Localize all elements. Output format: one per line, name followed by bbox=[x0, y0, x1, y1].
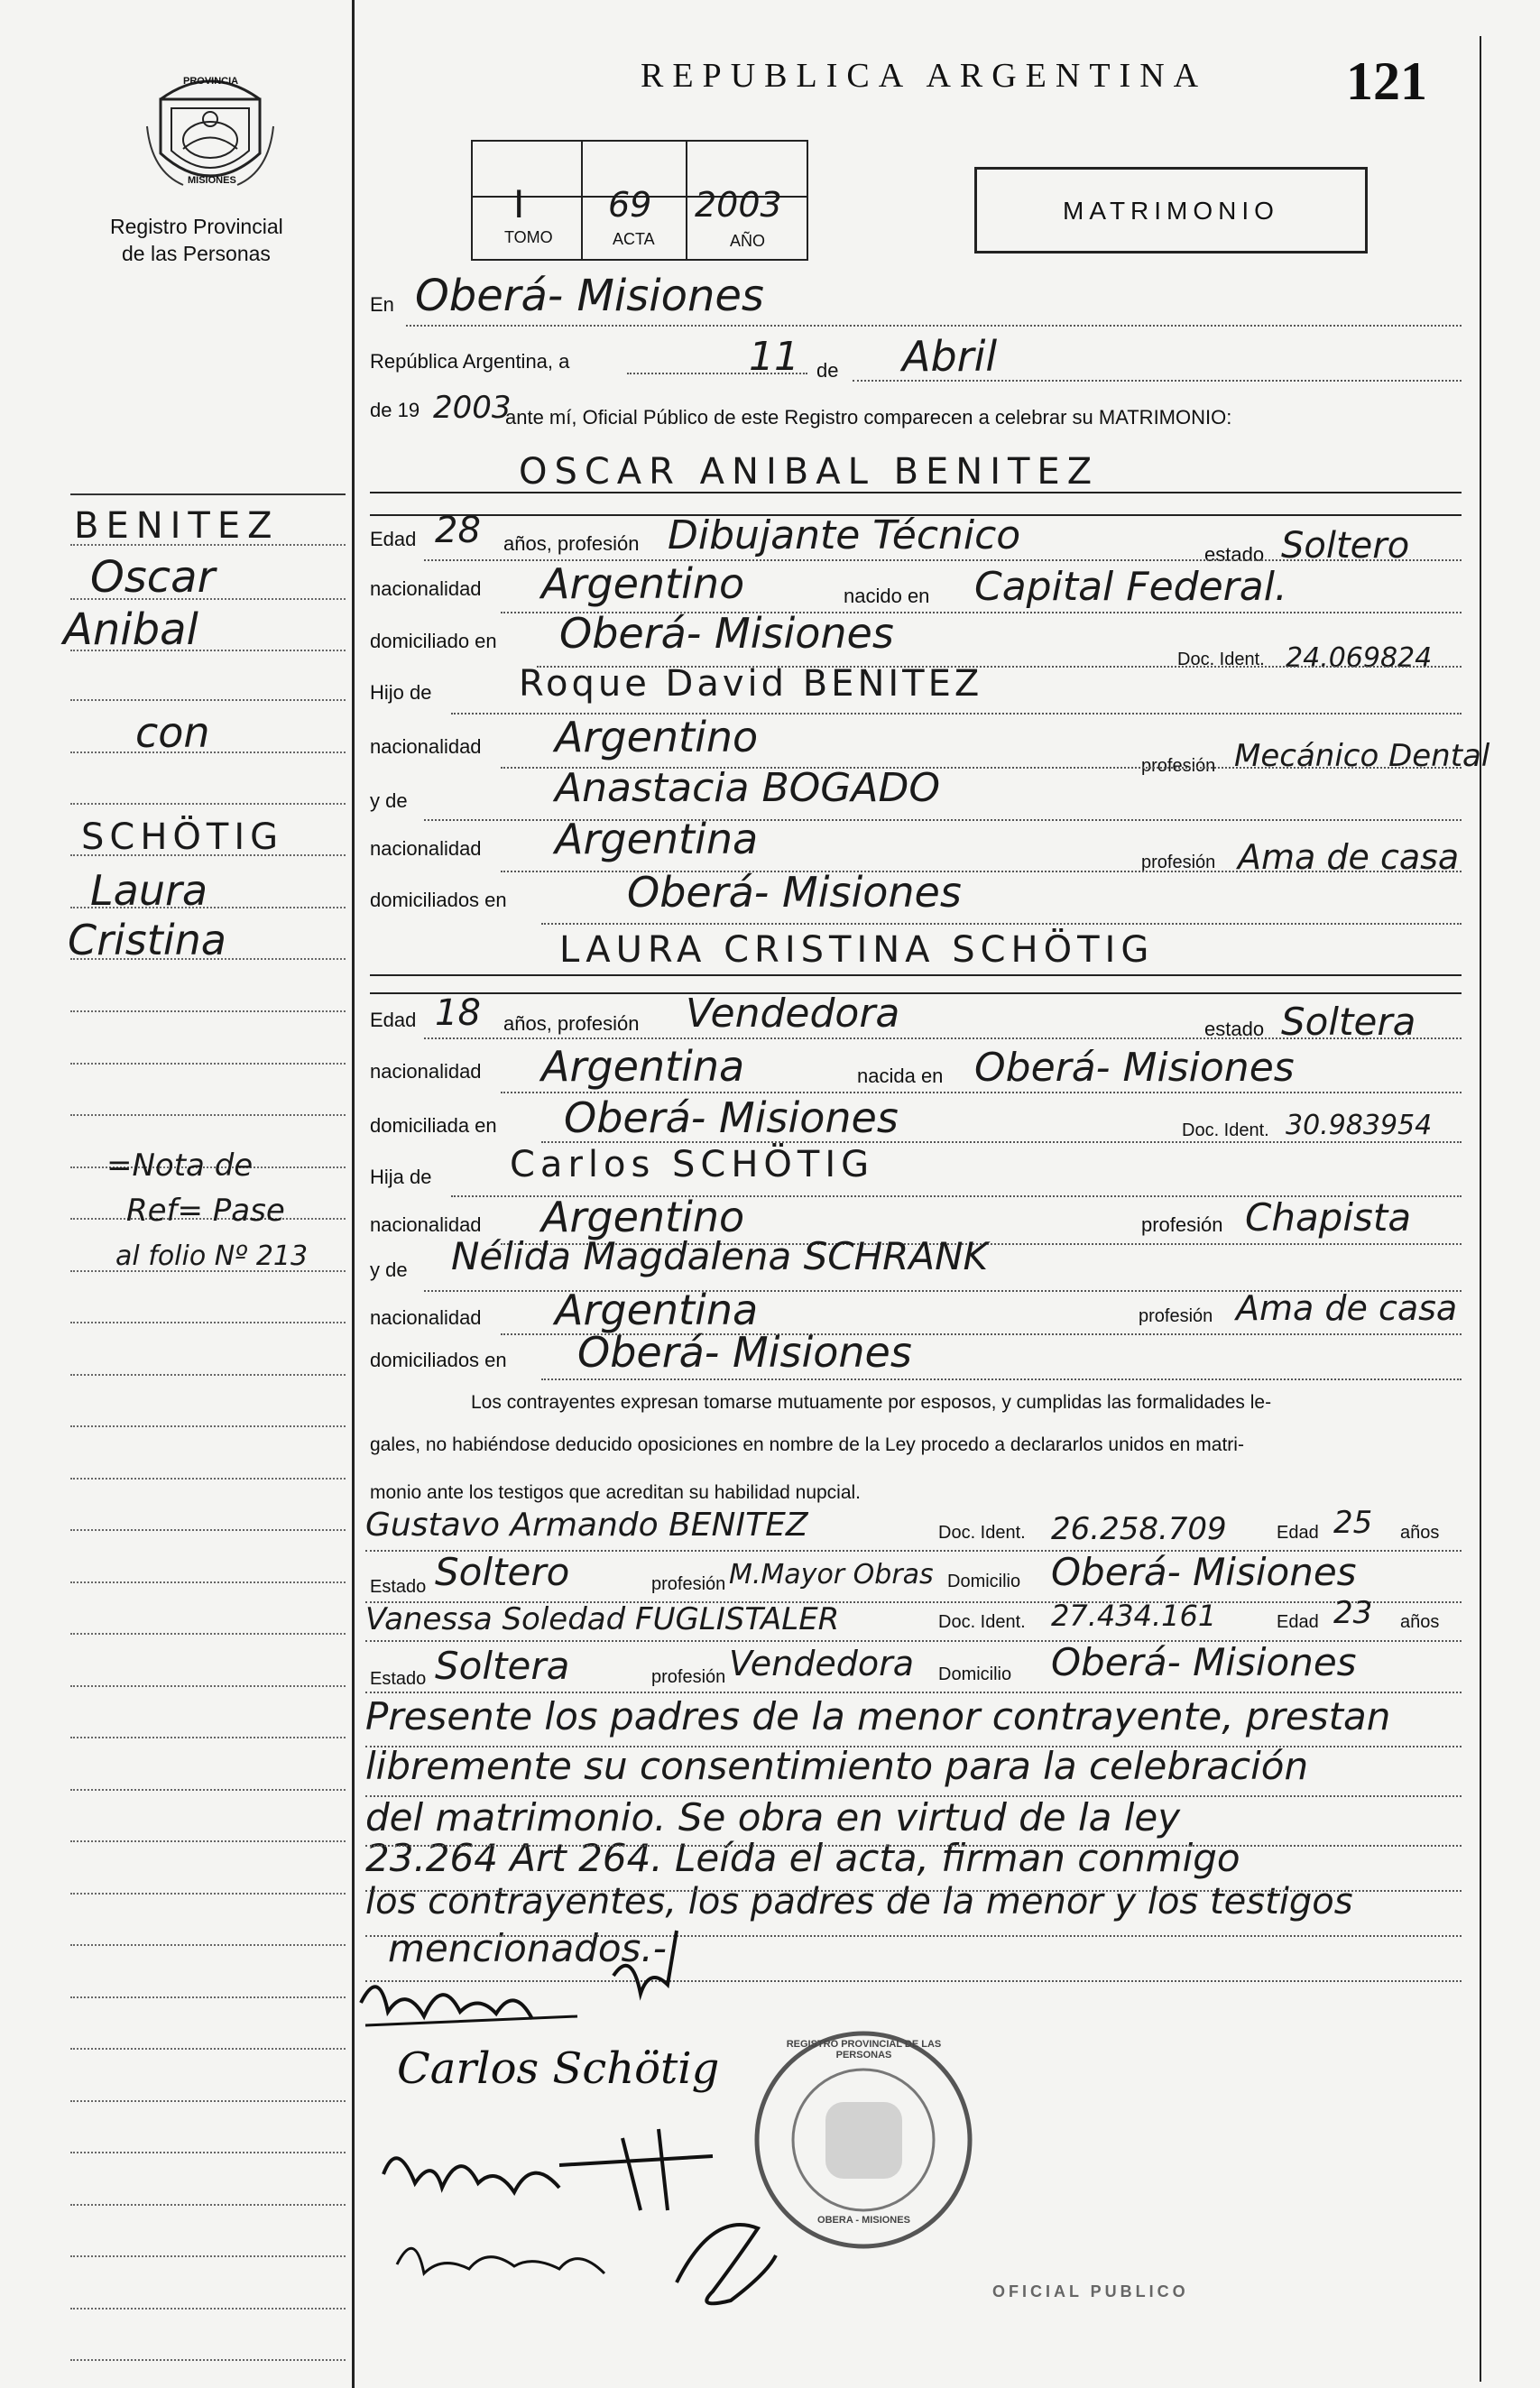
stamp-bottom: OBERA - MISIONES bbox=[817, 2215, 910, 2226]
margin-note-line2: Ref= Pase bbox=[126, 1193, 285, 1229]
witness1-prof: M.Mayor Obras bbox=[729, 1559, 934, 1590]
groom-hijo-label: Hijo de bbox=[370, 681, 432, 704]
bride-father-nat: Argentino bbox=[541, 1193, 745, 1241]
bride-father: Carlos SCHÖTIG bbox=[510, 1144, 875, 1185]
groom-nationality: Argentino bbox=[541, 559, 745, 608]
groom-father: Roque David BENITEZ bbox=[519, 663, 983, 705]
groom-edad-label: Edad bbox=[370, 528, 417, 550]
note-line5: los contrayentes, los padres de la menor y los testigos bbox=[365, 1881, 1353, 1922]
groom-parents-dom-label: domiciliados en bbox=[370, 889, 507, 911]
bride-mother-nat: Argentina bbox=[555, 1286, 759, 1334]
acta-label: ACTA bbox=[613, 230, 655, 248]
folio-number: 121 bbox=[1346, 51, 1427, 111]
bride-doc: 30.983954 bbox=[1286, 1110, 1433, 1141]
groom-doc: 24.069824 bbox=[1286, 642, 1433, 674]
groom-profession-label: años, profesión bbox=[503, 532, 640, 555]
ano-value: 2003 bbox=[695, 185, 782, 225]
republica-label: República Argentina, a bbox=[370, 350, 570, 373]
groom-father-nat: Argentino bbox=[555, 713, 759, 761]
bride-nacida-label: nacida en bbox=[857, 1065, 944, 1087]
witness2-prof-label: profesión bbox=[651, 1667, 726, 1687]
groom-mother: Anastacia BOGADO bbox=[555, 765, 940, 811]
bride-parents-dom-label: domiciliados en bbox=[370, 1349, 507, 1371]
margin-name-1b: Anibal bbox=[63, 604, 198, 655]
bride-full-name: LAURA CRISTINA SCHÖTIG bbox=[559, 929, 1155, 971]
acta-value: 69 bbox=[608, 185, 652, 225]
witness1-name: Gustavo Armando BENITEZ bbox=[365, 1507, 808, 1544]
note-line3: del matrimonio. Se obra en virtud de la ley bbox=[365, 1795, 1181, 1839]
groom-profession: Dibujante Técnico bbox=[668, 512, 1021, 558]
groom-yde-label: y de bbox=[370, 789, 408, 812]
groom-mother-nat: Argentina bbox=[555, 815, 759, 863]
margin-con: con bbox=[135, 708, 210, 757]
bride-father-prof: Chapista bbox=[1245, 1195, 1412, 1240]
tomo-label: TOMO bbox=[504, 228, 553, 246]
witness1-estado-label: Estado bbox=[370, 1577, 427, 1597]
bride-mother-nat-label: nacionalidad bbox=[370, 1306, 482, 1329]
witness1-edad-label: Edad bbox=[1277, 1523, 1319, 1543]
note-line4: 23.264 Art 264. Leída el acta, firman conmigo bbox=[365, 1836, 1240, 1880]
witness2-estado-label: Estado bbox=[370, 1669, 427, 1689]
groom-doc-label: Doc. Ident. bbox=[1177, 650, 1265, 669]
bride-estado-label: estado bbox=[1204, 1018, 1265, 1040]
witness1-doc-label: Doc. Ident. bbox=[938, 1523, 1026, 1543]
provincial-seal bbox=[143, 63, 278, 198]
declaration-line1: Los contrayentes expresan tomarse mutuamente por esposos, y cumplidas las formalidades le- bbox=[471, 1392, 1272, 1413]
witness2-dom: Oberá- Misiones bbox=[1051, 1640, 1357, 1684]
groom-mother-nat-label: nacionalidad bbox=[370, 837, 482, 860]
bride-nationality: Argentina bbox=[541, 1042, 745, 1091]
margin-surname-1: BENITEZ bbox=[74, 505, 280, 547]
appearance-statement: ante mí, Oficial Público de este Registro comparecen a celebrar su MATRIMONIO: bbox=[505, 406, 1232, 429]
groom-status: Soltero bbox=[1281, 525, 1410, 567]
groom-father-nat-label: nacionalidad bbox=[370, 735, 482, 758]
tomo-value: I bbox=[513, 182, 525, 226]
official-stamp bbox=[753, 2030, 974, 2251]
bride-edad-label: Edad bbox=[370, 1009, 417, 1031]
margin-name-2b: Cristina bbox=[68, 916, 226, 964]
witness1-doc: 26.258.709 bbox=[1051, 1511, 1227, 1547]
witness2-anos-label: años bbox=[1400, 1612, 1440, 1632]
en-label: En bbox=[370, 293, 394, 316]
groom-nacido-label: nacido en bbox=[844, 585, 930, 607]
witness1-anos-label: años bbox=[1400, 1523, 1440, 1543]
marriage-place: Oberá- Misiones bbox=[415, 271, 764, 321]
de19-label: de 19 bbox=[370, 399, 420, 421]
bride-birthplace: Oberá- Misiones bbox=[974, 1045, 1295, 1091]
bride-yde-label: y de bbox=[370, 1259, 408, 1281]
witness2-age: 23 bbox=[1333, 1595, 1373, 1631]
country-title: REPUBLICA ARGENTINA bbox=[641, 57, 1208, 95]
bride-mother: Nélida Magdalena SCHRANK bbox=[451, 1234, 989, 1278]
groom-father-prof-label: profesión bbox=[1141, 756, 1216, 776]
groom-estado-label: estado bbox=[1204, 543, 1265, 566]
groom-father-prof: Mecánico Dental bbox=[1234, 738, 1490, 774]
witness2-doc-label: Doc. Ident. bbox=[938, 1612, 1026, 1632]
witness2-doc: 27.434.161 bbox=[1051, 1599, 1217, 1633]
witness2-dom-label: Domicilio bbox=[938, 1664, 1012, 1684]
registry-name-line2: de las Personas bbox=[122, 242, 271, 265]
register-reference-box bbox=[471, 140, 808, 261]
groom-dom-label: domiciliado en bbox=[370, 630, 497, 652]
officer-stamp-footer: OFICIAL PUBLICO bbox=[992, 2282, 1189, 2300]
witness2-status: Soltera bbox=[435, 1644, 570, 1688]
bride-profession: Vendedora bbox=[686, 991, 900, 1037]
witness2-edad-label: Edad bbox=[1277, 1612, 1319, 1632]
margin-note-line1: =Nota de bbox=[106, 1148, 254, 1184]
marriage-day: 11 bbox=[749, 334, 799, 380]
act-type-box bbox=[974, 167, 1368, 254]
groom-age: 28 bbox=[435, 510, 481, 551]
groom-domicile: Oberá- Misiones bbox=[559, 609, 894, 658]
bride-hija-label: Hija de bbox=[370, 1166, 432, 1188]
note-line1: Presente los padres de la menor contrayente, prestan bbox=[365, 1694, 1391, 1738]
declaration-line3: monio ante los testigos que acreditan su habilidad nupcial. bbox=[370, 1482, 862, 1503]
groom-nat-label: nacionalidad bbox=[370, 577, 482, 600]
seal-bottom-text: MISIONES bbox=[188, 175, 236, 186]
bride-nat-label: nacionalidad bbox=[370, 1060, 482, 1083]
groom-full-name: OSCAR ANIBAL BENITEZ bbox=[519, 451, 1100, 493]
witness1-status: Soltero bbox=[435, 1550, 570, 1594]
witness1-dom: Oberá- Misiones bbox=[1051, 1550, 1357, 1594]
bride-domicile: Oberá- Misiones bbox=[564, 1093, 899, 1142]
bride-mother-prof-label: profesión bbox=[1139, 1306, 1213, 1326]
declaration-line2: gales, no habiéndose deducido oposiciones en nombre de la Ley procedo a declararlos unidos en matri- bbox=[370, 1434, 1244, 1455]
marriage-year: 2003 bbox=[433, 390, 512, 426]
marriage-month: Abril bbox=[902, 332, 998, 381]
bride-age: 18 bbox=[435, 992, 481, 1034]
bride-dom-label: domiciliada en bbox=[370, 1114, 497, 1137]
bride-status: Soltera bbox=[1281, 1000, 1416, 1044]
de-label: de bbox=[816, 359, 839, 382]
note-line6: mencionados.- bbox=[388, 1926, 667, 1970]
bride-doc-label: Doc. Ident. bbox=[1182, 1120, 1269, 1140]
margin-name-1a: Oscar bbox=[90, 552, 216, 603]
note-line2: libremente su consentimiento para la celebración bbox=[365, 1744, 1309, 1788]
witness2-name: Vanessa Soledad FUGLISTALER bbox=[365, 1601, 840, 1637]
witness1-dom-label: Domicilio bbox=[947, 1572, 1021, 1591]
bride-profession-label: años, profesión bbox=[503, 1012, 640, 1035]
witness2-prof: Vendedora bbox=[729, 1644, 915, 1683]
margin-note-line3: al folio Nº 213 bbox=[115, 1240, 309, 1272]
groom-birthplace: Capital Federal. bbox=[974, 564, 1287, 610]
bride-father-nat-label: nacionalidad bbox=[370, 1213, 482, 1236]
ano-label: AÑO bbox=[730, 232, 766, 250]
registry-name-line1: Registro Provincial bbox=[110, 215, 283, 238]
bride-father-prof-label: profesión bbox=[1141, 1213, 1223, 1236]
groom-mother-prof: Ama de casa bbox=[1238, 837, 1460, 877]
stamp-text: REGISTRO PROVINCIAL DE LAS PERSONAS bbox=[786, 2039, 942, 2061]
right-border bbox=[1480, 36, 1481, 2382]
bride-mother-prof: Ama de casa bbox=[1236, 1288, 1458, 1328]
groom-mother-prof-label: profesión bbox=[1141, 853, 1216, 872]
act-type-label: MATRIMONIO bbox=[1063, 197, 1279, 225]
bride-parents-dom: Oberá- Misiones bbox=[577, 1328, 912, 1377]
signature-carlos-schotig: Carlos Schötig bbox=[397, 2043, 720, 2094]
witness1-prof-label: profesión bbox=[651, 1574, 726, 1594]
seal-top-text: PROVINCIA bbox=[183, 76, 239, 87]
groom-parents-dom: Oberá- Misiones bbox=[627, 868, 962, 917]
margin-surname-2: SCHÖTIG bbox=[81, 816, 284, 858]
margin-name-2a: Laura bbox=[90, 866, 208, 915]
witness1-age: 25 bbox=[1333, 1505, 1373, 1541]
